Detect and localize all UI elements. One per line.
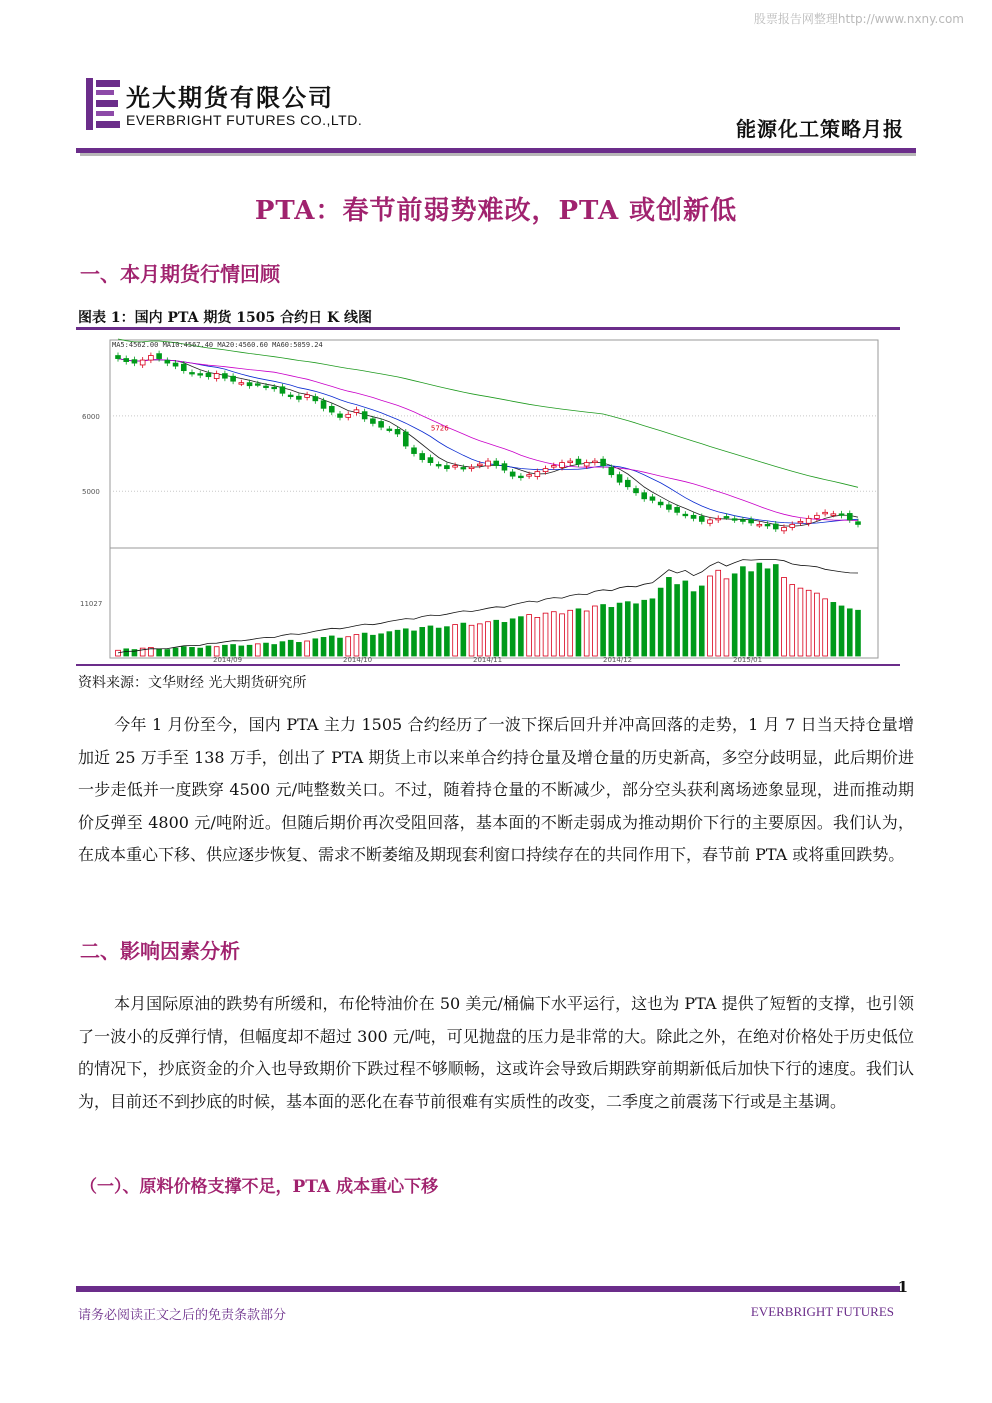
price-tick-label: 6000 [82,412,100,421]
candle-body [214,374,219,379]
chart-legend-text: MA5:4562.00 MA10:4567.40 MA20:4560.60 MA60:5059.24 [112,341,323,349]
candle-body [847,513,852,519]
volume-bar [765,569,770,656]
everbright-logo-icon [86,78,122,130]
volume-bar [247,645,252,656]
candle-body [305,395,310,398]
figure-top-rule [76,327,900,330]
candle-body [576,459,581,464]
volume-bar [757,563,762,656]
candle-body [798,521,803,523]
candle-body [362,412,367,419]
volume-bar [280,642,285,656]
candle-body [313,397,318,401]
candle-body [444,466,449,469]
x-tick-label: 2014/09 [213,656,243,664]
footer-brand: EVERBRIGHT FUTURES [750,1304,894,1319]
candle-body [601,459,606,465]
volume-bar [157,649,162,656]
volume-bar [634,604,639,656]
volume-bar [362,633,367,656]
candle-body [666,505,671,510]
volume-bar [609,607,614,656]
volume-bar [190,647,195,656]
section-1-paragraph-text: 今年 1 月份至今，国内 PTA 主力 1505 合约经历了一波下探后回升并冲高回落的走势，1 月 7 日当天持仓量增加近 25 万手至 138 万手，创出了 PTA 期货上市以来单合约持仓量及增仓量的历史新高，多空分歧明显，此后期价进一步走低并一度跌穿 4500 元/吨整数关口。不过，随着持仓量的不断减少，部分空头获利离场迹象显现，进而推动期价反弹至 4800 元/吨附近。但随后期价再次受阻回落，基本面的不断走弱成为推动期价下行的主要原因。我们认为，在成本重心下移、供应逐步恢复、需求不断萎缩及期现套利窗口持续存在的共同作用下，春节前 PTA 或将重回跌势。 [78,715,914,864]
candle-body [412,448,417,454]
volume-bar [839,606,844,656]
volume-bar [518,617,523,656]
volume-bar [354,635,359,656]
candle-body [724,516,729,518]
candle-body [206,373,211,376]
volume-bar [379,634,384,656]
volume-bar [510,619,515,656]
volume-bar [272,645,277,656]
candle-body [658,502,663,505]
figure-bottom-rule [76,664,900,666]
candle-body [708,520,713,523]
candle-body [494,461,499,466]
candle-body [296,396,301,399]
candle-body [806,518,811,523]
candle-body [823,512,828,514]
page-number: 1 [897,1278,908,1296]
kline-chart-svg [78,334,898,664]
candle-body [486,461,491,466]
section-2-paragraph [78,988,914,1118]
candle-body [346,414,351,417]
volume-bar [321,637,326,656]
candle-body [436,464,441,466]
volume-bar [551,612,556,656]
volume-bar [436,628,441,656]
volume-bar [387,632,392,656]
candle-body [395,429,400,434]
volume-bar [486,622,491,656]
volume-bar [124,649,129,656]
candle-body [551,466,556,468]
candle-body [403,432,408,446]
candle-body [370,419,375,424]
volume-bar [675,585,680,656]
volume-bar [568,610,573,656]
volume-bar [650,599,655,656]
candle-body [740,520,745,522]
volume-bar [740,567,745,656]
header-divider [76,148,916,156]
volume-bar [461,623,466,656]
volume-bar [847,609,852,656]
candle-body [231,376,236,381]
candle-body [732,519,737,521]
volume-bar [782,577,787,656]
candle-body [255,384,260,386]
candle-body [831,514,836,516]
candle-body [757,524,762,526]
volume-bar [305,641,310,656]
volume-bar [420,627,425,656]
volume-bar [543,613,548,656]
volume-bar [732,574,737,656]
candle-body [716,518,721,520]
price-tick-label: 5000 [82,488,100,497]
volume-bar [412,631,417,656]
candle-body [181,364,186,370]
volume-bar [708,576,713,656]
volume-bar [313,639,318,656]
candle-body [625,480,630,486]
volume-bar [699,586,704,656]
watermark: 股票报告网整理http://www.nxny.com [753,12,964,26]
figure-caption: 图表 1：国内 PTA 期货 1505 合约日 K 线图 [78,310,373,326]
volume-bar [560,614,565,656]
candle-body [338,414,343,417]
volume-bar [790,585,795,656]
volume-bar [617,603,622,656]
candle-body [773,524,778,529]
volume-bar [749,572,754,656]
candle-body [173,363,178,366]
volume-bar [527,615,532,656]
company-name-en: EVERBRIGHT FUTURES CO.,LTD. [126,112,363,128]
candle-body [699,516,704,521]
candle-body [749,520,754,523]
volume-bar [165,650,170,656]
candle-body [288,395,293,397]
volume-bar [584,611,589,656]
candle-body [272,387,277,389]
volume-bar [798,588,803,656]
volume-bar [642,600,647,656]
candle-body [510,472,515,476]
candle-body [132,360,137,363]
candle-body [247,383,252,386]
section-2-heading: 二、影响因素分析 [80,939,240,963]
volume-bar [494,620,499,656]
candle-body [157,354,162,359]
volume-bar [329,636,334,656]
candle-body [691,515,696,518]
candle-body [675,507,680,512]
candle-body [765,524,770,526]
section-1-heading: 一、本月期货行情回顾 [80,262,280,286]
candle-body [527,475,532,477]
candle-body [453,466,458,468]
candle-body [428,458,433,463]
candle-body [140,360,145,365]
x-tick-label: 2014/10 [343,656,373,664]
volume-bar [338,638,343,656]
volume-bar [592,606,597,656]
candle-body [650,497,655,500]
candle-body [617,475,622,483]
volume-bar [823,599,828,656]
candle-body [518,476,523,478]
candle-body [568,461,573,463]
candle-body [609,467,614,474]
volume-bar [395,630,400,656]
volume-bar [502,622,507,656]
candle-body [642,493,647,499]
kline-chart [78,334,898,664]
volume-bar [206,646,211,656]
candle-body [856,522,861,525]
volume-bar [181,647,186,656]
candle-body [790,524,795,527]
section-1-paragraph [78,709,914,872]
volume-bar [239,646,244,656]
volume-bar [683,581,688,656]
volume-bar [264,643,269,656]
candle-body [461,467,466,469]
volume-bar [198,648,203,656]
high-price-annotation: 5726 [430,424,449,433]
volume-bar [116,650,121,656]
volume-bar [658,588,663,656]
candle-body [683,514,688,516]
volume-bar [831,602,836,656]
candle-body [222,374,227,379]
company-logo [86,78,386,134]
candle-body [148,356,153,361]
x-tick-label: 2015/01 [733,656,763,664]
x-tick-label: 2014/12 [603,656,633,664]
candle-body [839,514,844,516]
candle-body [469,467,474,469]
footer-divider [76,1286,900,1292]
volume-bar [403,629,408,656]
document-title: PTA：春节前弱势难改，PTA 或创新低 [254,196,738,226]
volume-bar [469,625,474,656]
candle-body [782,527,787,530]
volume-bar [773,565,778,656]
candle-body [354,410,359,413]
candle-body [264,386,269,388]
candle-body [387,429,392,431]
volume-bar [173,648,178,656]
candle-body [329,406,334,412]
candle-body [124,359,129,362]
volume-bar [856,610,861,656]
candle-body [592,461,597,463]
candle-body [165,360,170,363]
volume-bar [296,642,301,656]
candle-body [584,463,589,466]
x-tick-label: 2014/11 [473,656,503,664]
candle-body [198,374,203,376]
volume-bar [666,577,671,656]
footer-disclaimer: 请务必阅读正文之后的免责条款部分 [78,1308,287,1323]
candle-body [280,387,285,393]
volume-bar [576,609,581,656]
volume-bar [806,590,811,656]
candle-body [239,383,244,385]
volume-bar [716,570,721,656]
volume-bar [724,579,729,656]
subsection-heading: （一）、原料价格支撑不足，PTA 成本重心下移 [80,1177,439,1197]
candle-body [535,472,540,477]
volume-bar [288,640,293,656]
volume-bar [601,605,606,656]
volume-bar [477,624,482,656]
candle-body [190,373,195,375]
volume-bar [691,592,696,656]
volume-bar [214,647,219,656]
volume-bar [535,617,540,656]
candle-body [477,464,482,466]
volume-bar [231,645,236,656]
candle-body [814,515,819,518]
candle-body [560,463,565,468]
figure-source: 资料来源：文华财经 光大期货研究所 [78,675,307,691]
company-name-cn: 光大期货有限公司 [126,84,334,112]
volume-bar [222,645,227,656]
volume-bar [444,627,449,656]
volume-bar [428,626,433,656]
candle-body [321,401,326,409]
candle-body [116,356,121,359]
report-type: 能源化工策略月报 [736,117,904,141]
candle-body [379,422,384,428]
volume-bar [625,602,630,656]
candle-body [420,454,425,460]
candle-body [543,469,548,472]
volume-tick-label: 11027 [80,600,103,608]
volume-bar [346,637,351,656]
section-2-paragraph-text: 本月国际原油的跌势有所缓和，布伦特油价在 50 美元/桶偏下水平运行，这也为 PTA 提供了短暂的支撑，也引领了一波小的反弹行情，但幅度却不超过 300 元/吨，可见抛盘的压力是非常的大。除此之外，在绝对价格处于历史低位的情况下，抄底资金的介入也导致期价下跌过程不够顺畅，这或许会导致后期跌穿前期新低后加快下行的速度。我们认为，目前还不到抄底的时候，基本面的恶化在春节前很难有实质性的改变，二季度之前震荡下行或是主基调。 [78,994,914,1111]
volume-bar [453,625,458,656]
volume-bar [370,635,375,656]
volume-bar [814,593,819,656]
candle-body [502,464,507,470]
volume-bar [255,644,260,656]
candle-body [634,489,639,493]
